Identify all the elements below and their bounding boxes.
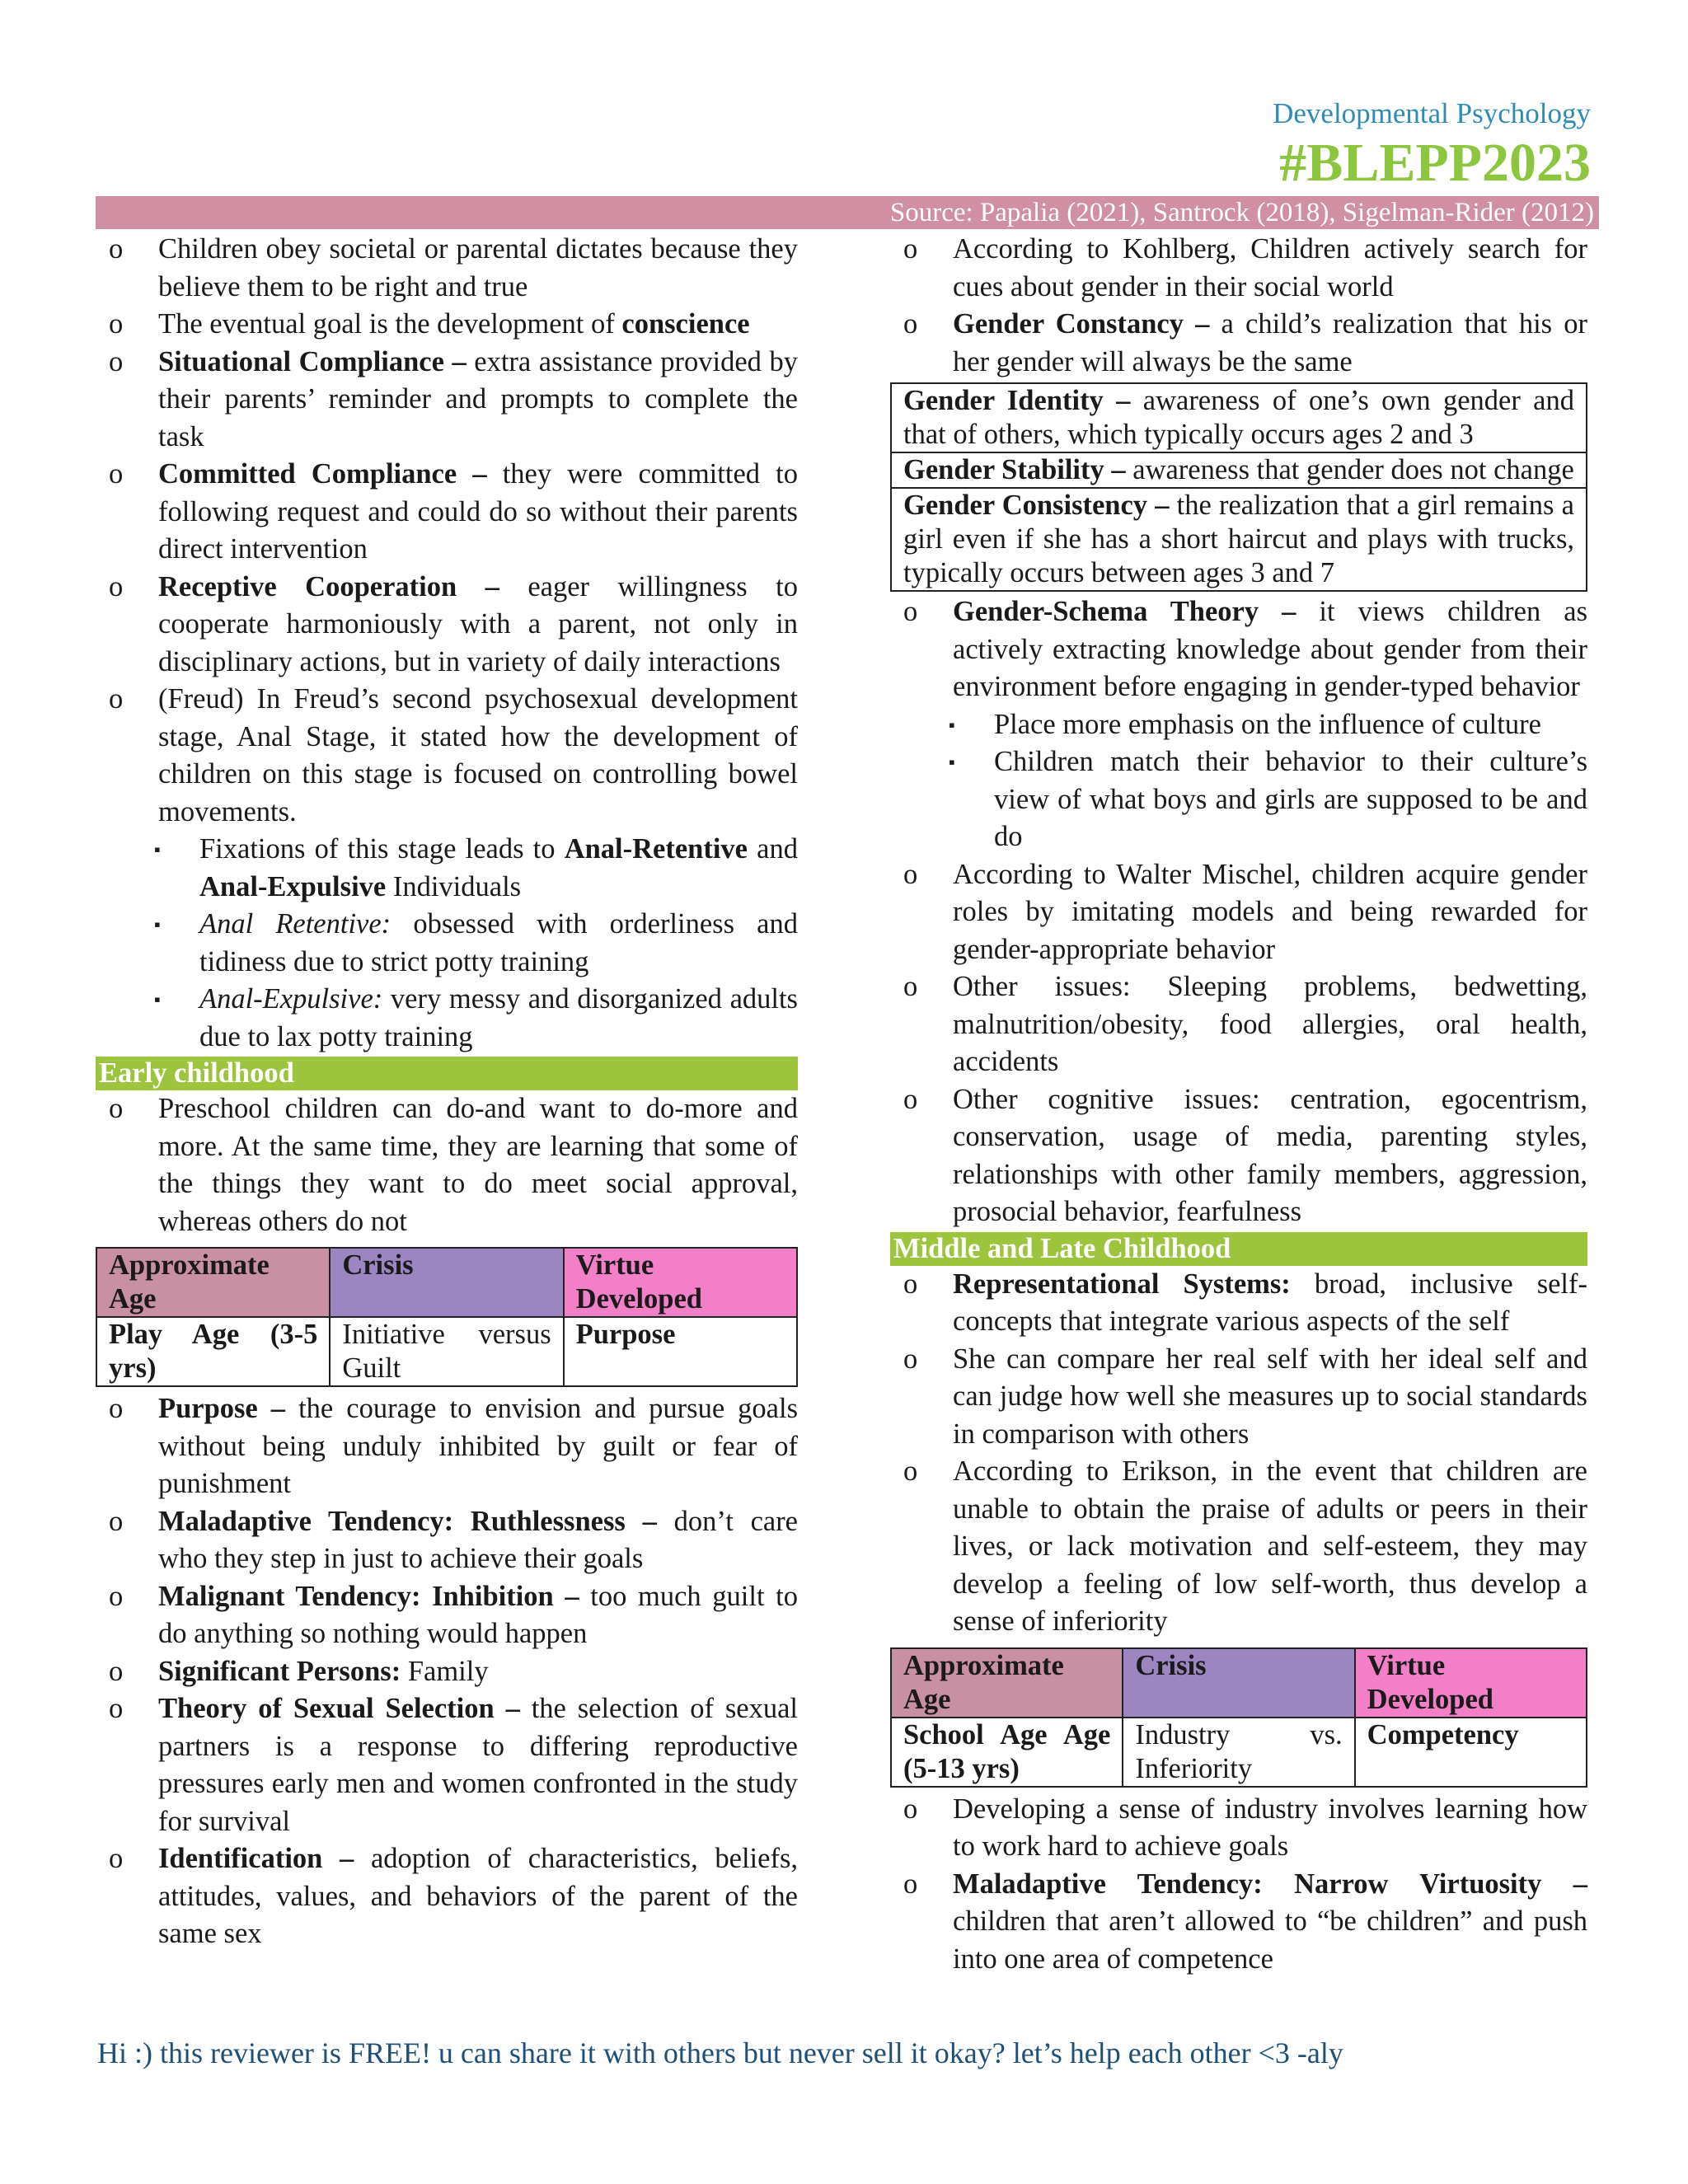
sub-list-item: ▪ Fixations of this stage leads to Anal-Retentive and Anal-Expulsive Individuals xyxy=(96,831,798,906)
square-bullet-icon: ▪ xyxy=(154,989,161,1010)
table-header-crisis: Crisis xyxy=(1123,1648,1354,1718)
table-row xyxy=(96,1317,797,1386)
circle-bullet-icon: o xyxy=(109,1580,124,1612)
list-item: o Other issues: Sleeping problems, bedwetting, malnutrition/obesity, food allergies, oral health, accidents xyxy=(890,968,1587,1081)
list-item: o According to Walter Mischel, children acquire gender roles by imitating models and being rewarded for gender-appropriate behavior xyxy=(890,856,1587,969)
table-cell-gender-stability: Gender Stability – awareness that gender does not change xyxy=(891,452,1587,488)
circle-bullet-icon: o xyxy=(903,1455,918,1487)
list-item: o Children obey societal or parental dictates because they believe them to be right and true xyxy=(96,231,798,306)
circle-bullet-icon: o xyxy=(903,971,918,1002)
list-item: o Committed Compliance – they were committed to following request and could do so without their parents direct intervention xyxy=(96,456,798,569)
list-item: o Developing a sense of industry involves learning how to work hard to achieve goals xyxy=(890,1791,1587,1866)
circle-bullet-icon: o xyxy=(109,308,124,340)
list-item: o Maladaptive Tendency: Narrow Virtuosity – children that aren’t allowed to “be children” and push into one area of competence xyxy=(890,1866,1587,1979)
circle-bullet-icon: o xyxy=(109,1393,124,1424)
table-header-virtue: Virtue Developed xyxy=(1355,1648,1587,1718)
table-cell-virtue: Competency xyxy=(1355,1718,1587,1787)
table-cell-crisis: Initiative versus Guilt xyxy=(330,1317,563,1386)
circle-bullet-icon: o xyxy=(109,1693,124,1724)
list-item: o According to Erikson, in the event that children are unable to obtain the praise of adults or peers in their lives, or lack motivation and self-esteem, they may develop a feeling of low self-worth, thus develop a sense of inferiority xyxy=(890,1453,1587,1641)
source-banner: Source: Papalia (2021), Santrock (2018), Sigelman-Rider (2012) xyxy=(96,196,1599,229)
circle-bullet-icon: o xyxy=(903,1268,918,1300)
table-cell-virtue: Purpose xyxy=(564,1317,797,1386)
list-item: o Theory of Sexual Selection – the selection of sexual partners is a response to differing reproductive pressures early men and women confronted in the study for survival xyxy=(96,1690,798,1840)
left-column xyxy=(96,231,798,1953)
circle-bullet-icon: o xyxy=(109,1093,124,1124)
circle-bullet-icon: o xyxy=(109,458,124,490)
circle-bullet-icon: o xyxy=(903,1083,918,1115)
list-item: o According to Kohlberg, Children actively search for cues about gender in their social world xyxy=(890,231,1587,306)
sub-list-item: ▪ Anal Retentive: obsessed with orderliness and tidiness due to strict potty training xyxy=(96,906,798,981)
table-header-virtue: Virtue Developed xyxy=(564,1248,797,1317)
sub-list-item: ▪ Children match their behavior to their culture’s view of what boys and girls are supposed to be and do xyxy=(890,743,1587,856)
table-cell-age: Play Age (3-5 yrs) xyxy=(96,1317,330,1386)
list-item: o Purpose – the courage to envision and pursue goals without being unduly inhibited by guilt or fear of punishment xyxy=(96,1390,798,1503)
footer-note: Hi :) this reviewer is FREE! u can share it with others but never sell it okay? let’s help each other <3 -aly xyxy=(97,2036,1343,2069)
circle-bullet-icon: o xyxy=(109,683,124,715)
list-item: o Maladaptive Tendency: Ruthlessness – don’t care who they step in just to achieve their goals xyxy=(96,1503,798,1578)
list-item: o Identification – adoption of characteristics, beliefs, attitudes, values, and behaviors of the parent of the same sex xyxy=(96,1840,798,1953)
header-subtitle: Developmental Psychology xyxy=(1273,97,1591,129)
page-title: #BLEPP2023 xyxy=(1279,133,1591,193)
gender-constancy-table xyxy=(890,382,1587,592)
list-item: o Other cognitive issues: centration, egocentrism, conservation, usage of media, parenting styles, relationships with other family members, aggression, prosocial behavior, fearfulness xyxy=(890,1081,1587,1231)
table-row xyxy=(891,488,1587,591)
circle-bullet-icon: o xyxy=(903,1793,918,1825)
circle-bullet-icon: o xyxy=(109,570,124,602)
circle-bullet-icon: o xyxy=(109,345,124,377)
table-header-age: Approximate Age xyxy=(891,1648,1123,1718)
table-cell-gender-consistency: Gender Consistency – the realization that a girl remains a girl even if she has a short haircut and plays with trucks, typically occurs between ages 3 and 7 xyxy=(891,488,1587,591)
table-cell-age: School Age Age (5-13 yrs) xyxy=(891,1718,1123,1787)
erikson-stage-table xyxy=(96,1247,798,1387)
circle-bullet-icon: o xyxy=(109,233,124,265)
circle-bullet-icon: o xyxy=(903,858,918,890)
table-row xyxy=(891,383,1587,452)
list-item: o Malignant Tendency: Inhibition – too much guilt to do anything so nothing would happen xyxy=(96,1578,798,1653)
list-item: o The eventual goal is the development of conscience xyxy=(96,306,798,344)
list-item: o Situational Compliance – extra assistance provided by their parents’ reminder and prompts to complete the task xyxy=(96,344,798,457)
right-column xyxy=(890,231,1587,1978)
list-item: o Representational Systems: broad, inclusive self-concepts that integrate various aspects of the self xyxy=(890,1266,1587,1341)
circle-bullet-icon: o xyxy=(109,1655,124,1687)
square-bullet-icon: ▪ xyxy=(154,914,161,935)
circle-bullet-icon: o xyxy=(903,233,918,265)
table-header-crisis: Crisis xyxy=(330,1248,563,1317)
list-item: o Preschool children can do-and want to do-more and more. At the same time, they are learning that some of the things they want to do meet social approval, whereas others do not xyxy=(96,1090,798,1240)
circle-bullet-icon: o xyxy=(903,1343,918,1375)
table-cell-gender-identity: Gender Identity – awareness of one’s own gender and that of others, which typically occurs ages 2 and 3 xyxy=(891,383,1587,452)
list-item: o Receptive Cooperation – eager willingness to cooperate harmoniously with a parent, not only in disciplinary actions, but in variety of daily interactions xyxy=(96,569,798,682)
square-bullet-icon: ▪ xyxy=(949,714,955,735)
erikson-stage-table xyxy=(890,1647,1587,1788)
circle-bullet-icon: o xyxy=(109,1843,124,1874)
list-item: o She can compare her real self with her ideal self and can judge how well she measures up to social standards in comparison with others xyxy=(890,1341,1587,1454)
sub-list-item: ▪ Anal-Expulsive: very messy and disorganized adults due to lax potty training xyxy=(96,981,798,1056)
sub-list-item: ▪ Place more emphasis on the influence of culture xyxy=(890,706,1587,744)
table-cell-crisis: Industry vs. Inferiority xyxy=(1123,1718,1354,1787)
section-heading-early-childhood: Early childhood xyxy=(96,1057,798,1090)
table-header-age: Approximate Age xyxy=(96,1248,330,1317)
section-heading-middle-late-childhood: Middle and Late Childhood xyxy=(890,1232,1587,1266)
circle-bullet-icon: o xyxy=(903,308,918,340)
circle-bullet-icon: o xyxy=(903,596,918,627)
circle-bullet-icon: o xyxy=(109,1505,124,1537)
list-item: o (Freud) In Freud’s second psychosexual development stage, Anal Stage, it stated how the development of children on this stage is focused on controlling bowel movements. xyxy=(96,681,798,831)
square-bullet-icon: ▪ xyxy=(154,839,161,860)
table-row xyxy=(891,452,1587,488)
list-item: o Gender Constancy – a child’s realization that his or her gender will always be the same xyxy=(890,306,1587,381)
square-bullet-icon: ▪ xyxy=(949,752,955,772)
list-item: o Gender-Schema Theory – it views children as actively extracting knowledge about gender from their environment before engaging in gender-typed behavior xyxy=(890,593,1587,706)
list-item: o Significant Persons: Family xyxy=(96,1653,798,1691)
table-row xyxy=(891,1718,1587,1787)
circle-bullet-icon: o xyxy=(903,1868,918,1900)
